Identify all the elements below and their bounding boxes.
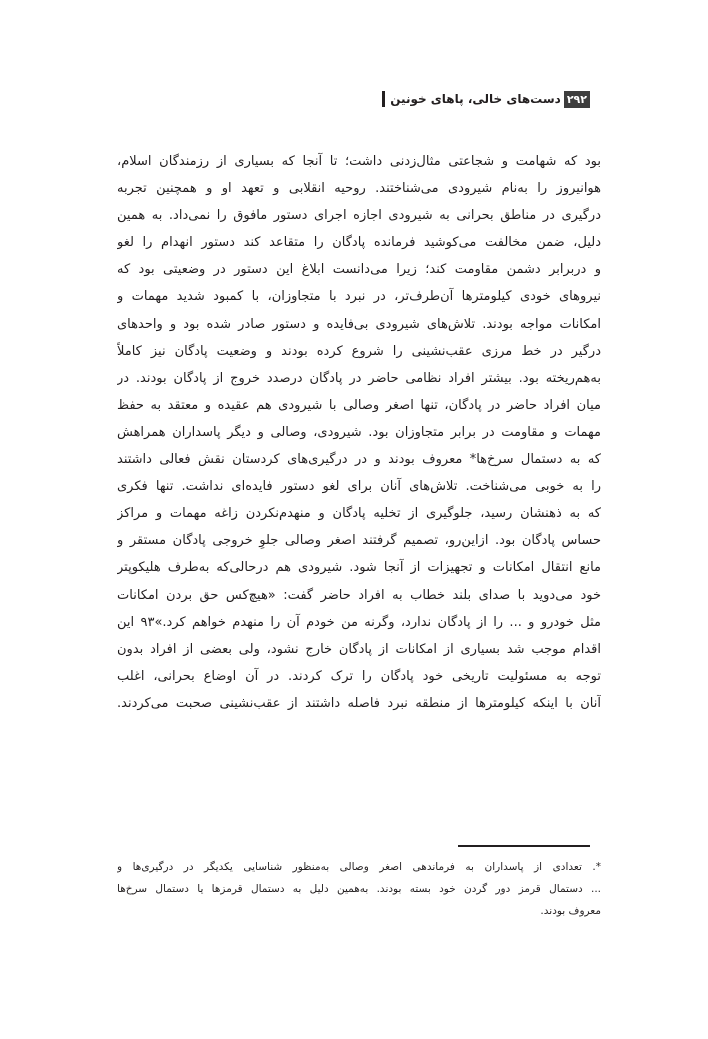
footnote — [117, 856, 601, 922]
title-separator-bar — [382, 91, 385, 107]
body-line: میان افراد حاضر در پادگان، تنها اصغر وصالی با شیرودی هم عقیده و معتقد به حفظ — [117, 397, 601, 413]
footnote-separator — [458, 845, 590, 847]
body-line: دلیل، ضمن مخالفت می‌کوشید فرمانده پادگان را متقاعد کند دستور انهدام را لغو — [117, 235, 601, 251]
body-line: امکانات مواجه بودند. تلاش‌های شیرودی بی‌فایده و دستور صادر شده بود و واحدهای — [117, 316, 601, 332]
body-line: خود می‌دوید با صدای بلند خطاب به افراد حاضر گفت: «هیچ‌کس حق بردن امکانات — [117, 587, 601, 603]
body-line: آنان با اینکه کیلومترها از منطقه نبرد فاصله داشتند از عقب‌نشینی صحبت می‌کردند. — [117, 695, 601, 711]
footnote-line: ... دستمال قرمز دور گردن خود بسته بودند. به‌همین دلیل به دستمال قرمزها یا دستمال سرخ‌ها — [117, 883, 601, 895]
body-line: را به خوبی می‌شناخت. تلاش‌های آنان برای لغو دستور فایده‌ای نداشت. تنها فکری — [117, 479, 601, 495]
body-line: حساس پادگان بود. ازاین‌رو، تصمیم گرفتند اصغر وصالی جلوِ خروجی پادگان مستقر و — [117, 533, 601, 549]
body-line: مثل خودرو و ... را از پادگان ندارد، وگرنه من خودم آن را منهدم خواهم کرد.»۹۳ این — [117, 614, 601, 630]
body-text — [117, 148, 601, 717]
footnote-line: معروف بودند. — [540, 905, 601, 917]
body-line: که به ذهنشان رسید، جلوگیری از تخلیه پادگان و منهدم‌نکردن زاغه مهمات و مراکز — [117, 506, 601, 522]
body-line: و دربرابر دشمن مقاومت کند؛ زیرا می‌دانست ابلاغ این دستور در وضعیتی بود که — [117, 262, 601, 278]
running-title: دست‌های خالی، پاهای خونین — [390, 91, 561, 106]
body-line: که به دستمال سرخ‌ها* معروف بودند و در درگیری‌های کردستان نقش فعالی داشتند — [117, 452, 601, 468]
body-line: نیروهای خودی کیلومترها آن‌طرف‌تر، در نبرد با متجاوزان، با کمبود شدید مهمات و — [117, 289, 601, 305]
page-number: ۲۹۲ — [564, 91, 590, 108]
footnote-line: *. تعدادی از پاسداران به فرماندهی اصغر وصالی به‌منظور شناسایی یکدیگر در درگیری‌ها و — [117, 861, 601, 873]
body-line: به‌هم‌ریخته بود. بیشتر افراد نظامی حاضر در پادگان درصدد خروج از پادگان بودند. در — [117, 370, 601, 386]
body-line: مانع انتقال امکانات و تجهیزات از آنجا شود. شیرودی هم درحالی‌که به‌طرف هلیکوپتر — [117, 560, 601, 576]
body-line: مهمات و مقاومت در برابر متجاوزان بود. شیرودی، وصالی و دیگر پاسداران همراهش — [117, 424, 601, 440]
body-line: بود که شهامت و شجاعتی مثال‌زدنی داشت؛ تا آنجا که بسیاری از رزمندگان اسلام، — [117, 154, 601, 169]
body-line: اقدام موجب شد بسیاری از امکانات از پادگان خارج نشود، ولی بعضی از افراد بدون — [117, 641, 601, 657]
body-line: درگیری در مناطق بحرانی به شیرودی اجازه اجرای دستور مافوق را نمی‌داد. به همین — [117, 208, 601, 224]
body-line: هوانیروز را به‌نام شیرودی می‌شناختند. روحیه انقلابی و تعهد او و همچنین تجربه — [117, 181, 601, 197]
body-line: درگیر در خط مرزی عقب‌نشینی را شروع کرده بودند و وضعیت پادگان نیز کاملاً — [117, 343, 601, 359]
body-line: توجه به مسئولیت تاریخی خود پادگان را ترک کردند. در آن اوضاع بحرانی، اغلب — [117, 668, 601, 684]
running-header — [382, 88, 590, 110]
